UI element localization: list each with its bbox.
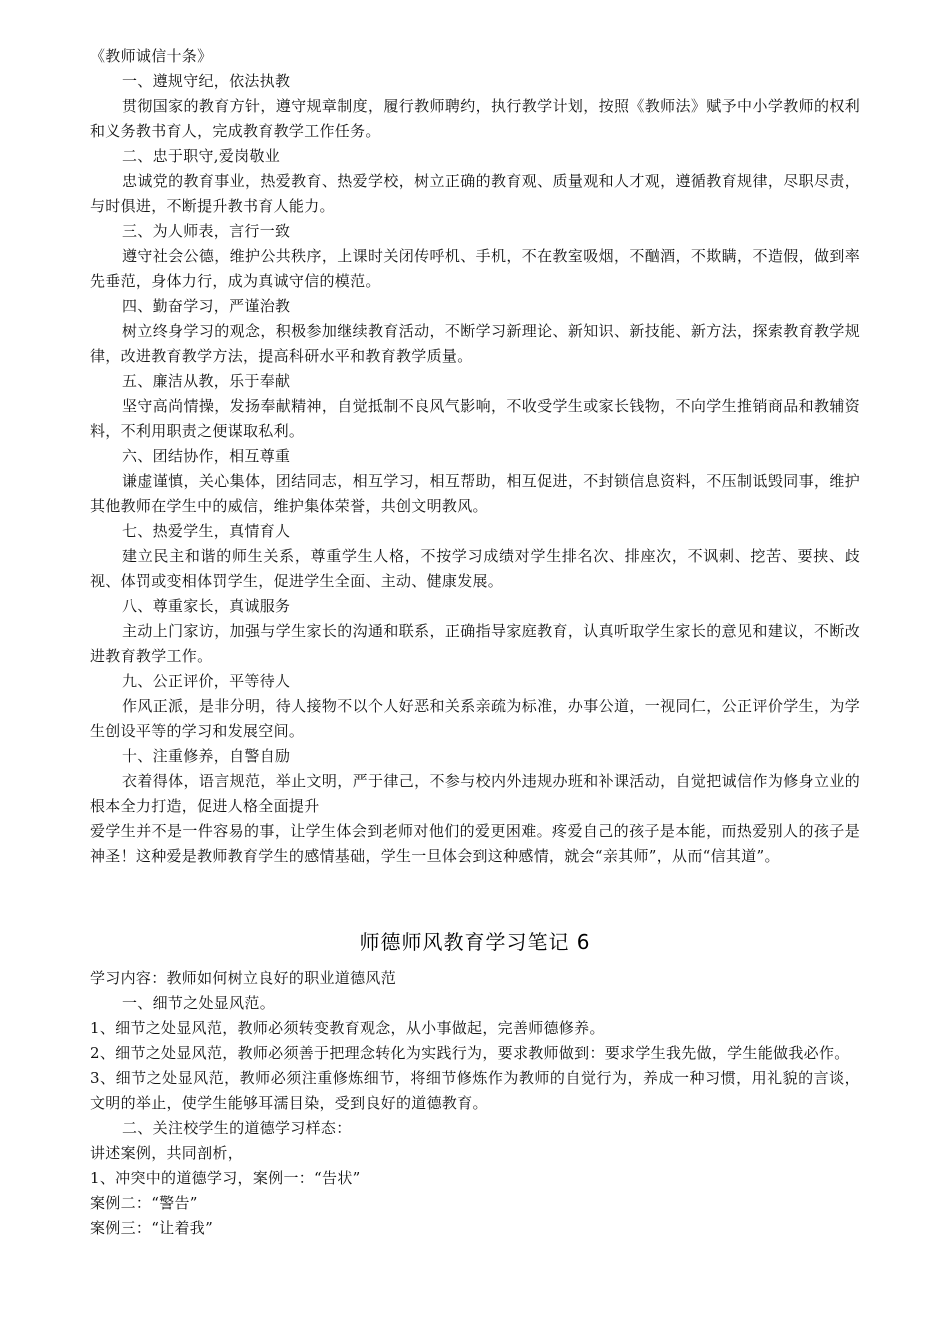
article-heading: 八、尊重家长，真诚服务 <box>122 597 291 615</box>
article-body: 主动上门家访，加强与学生家长的沟通和联系，正确指导家庭教育，认真听取学生家长的意见和建议，不断改进教育教学工作。 <box>90 622 860 665</box>
article-heading: 四、勤奋学习，严谨治教 <box>122 297 291 315</box>
article-item-4 <box>90 294 860 369</box>
article-heading: 一、遵规守纪，依法执教 <box>122 72 291 90</box>
article-body: 坚守高尚情操，发扬奉献精神，自觉抵制不良风气影响，不收受学生或家长钱物，不向学生推销商品和教辅资料，不利用职责之便谋取私利。 <box>90 397 860 440</box>
article-heading: 七、热爱学生，真情育人 <box>122 522 291 540</box>
article-item-7 <box>90 519 860 594</box>
article-body: 树立终身学习的观念，积极参加继续教育活动，不断学习新理论、新知识、新技能、新方法，探索教育教学规律，改进教育教学方法，提高科研水平和教育教学质量。 <box>90 322 860 365</box>
article-body: 遵守社会公德，维护公共秩序，上课时关闭传呼机、手机，不在教室吸烟，不酗酒，不欺瞒，不造假，做到率先垂范，身体力行，成为真诚守信的模范。 <box>90 247 860 290</box>
point-item-2: 2、细节之处显风范，教师必须善于把理念转化为实践行为，要求教师做到：要求学生我先做，学生能做我必作。 <box>90 1044 850 1062</box>
article-body: 忠诚党的教育事业，热爱教育、热爱学校，树立正确的教育观、质量观和人才观，遵循教育规律，尽职尽责，与时俱进，不断提升教书育人能力。 <box>90 172 860 215</box>
study-content-label: 学习内容：教师如何树立良好的职业道德风范 <box>90 969 397 987</box>
article-body: 建立民主和谐的师生关系，尊重学生人格，不按学习成绩对学生排名次、排座次，不讽刺、挖苦、要挟、歧视、体罚或变相体罚学生，促进学生全面、主动、健康发展。 <box>90 547 860 590</box>
case-item-1: 1、冲突中的道德学习，案例一：“告状” <box>90 1169 361 1187</box>
case-item-3: 案例三：“让着我” <box>90 1219 214 1237</box>
article-body: 谦虚谨慎，关心集体，团结同志，相互学习，相互帮助，相互促进，不封锁信息资料，不压制诋毁同事，维护其他教师在学生中的威信，维护集体荣誉，共创文明教风。 <box>90 472 860 515</box>
article-heading: 三、为人师表，言行一致 <box>122 222 291 240</box>
document-page <box>90 44 860 1241</box>
article-item-6 <box>90 444 860 519</box>
article-heading: 五、廉洁从教，乐于奉献 <box>122 372 291 390</box>
article-item-9 <box>90 669 860 744</box>
article-heading: 六、团结协作，相互尊重 <box>122 447 291 465</box>
article-heading: 二、忠于职守,爱岗敬业 <box>122 147 281 165</box>
case-item-2: 案例二：“警告” <box>90 1194 198 1212</box>
case-intro: 讲述案例，共同剖析， <box>90 1144 244 1162</box>
article-heading: 十、注重修养，自警自励 <box>122 747 291 765</box>
article-item-5 <box>90 369 860 444</box>
article-item-3 <box>90 219 860 294</box>
article-item-2 <box>90 144 860 219</box>
article-body: 作风正派，是非分明，待人接物不以个人好恶和关系亲疏为标准，办事公道，一视同仁，公正评价学生，为学生创设平等的学习和发展空间。 <box>90 697 860 740</box>
section-gap <box>90 869 860 927</box>
article-item-8 <box>90 594 860 669</box>
point-item-1: 1、细节之处显风范，教师必须转变教育观念，从小事做起，完善师德修养。 <box>90 1019 605 1037</box>
section-heading: 师德师风教育学习笔记 6 <box>359 930 591 954</box>
article-item-10 <box>90 744 860 819</box>
article-heading: 九、公正评价，平等待人 <box>122 672 291 690</box>
subsection-heading-1: 一、细节之处显风范。 <box>122 994 276 1012</box>
document-title: 《教师诚信十条》 <box>90 47 213 65</box>
closing-paragraph: 爱学生并不是一件容易的事，让学生体会到老师对他们的爱更困难。疼爱自己的孩子是本能，而热爱别人的孩子是神圣！这种爱是教师教育学生的感情基础，学生一旦体会到这种感情，就会“亲其师”，从而“信其道”。 <box>90 822 860 865</box>
subsection-heading-2: 二、关注校学生的道德学习样态： <box>122 1119 352 1137</box>
article-body: 贯彻国家的教育方针，遵守规章制度，履行教师聘约，执行教学计划，按照《教师法》赋予中小学教师的权利和义务教书育人，完成教育教学工作任务。 <box>90 97 860 140</box>
article-body: 衣着得体，语言规范，举止文明，严于律己，不参与校内外违规办班和补课活动，自觉把诚信作为修身立业的根本全力打造，促进人格全面提升 <box>90 772 860 815</box>
article-item-1 <box>90 69 860 144</box>
point-item-3: 3、细节之处显风范，教师必须注重修炼细节，将细节修炼作为教师的自觉行为，养成一种习惯，用礼貌的言谈，文明的举止，使学生能够耳濡目染，受到良好的道德教育。 <box>90 1069 860 1112</box>
